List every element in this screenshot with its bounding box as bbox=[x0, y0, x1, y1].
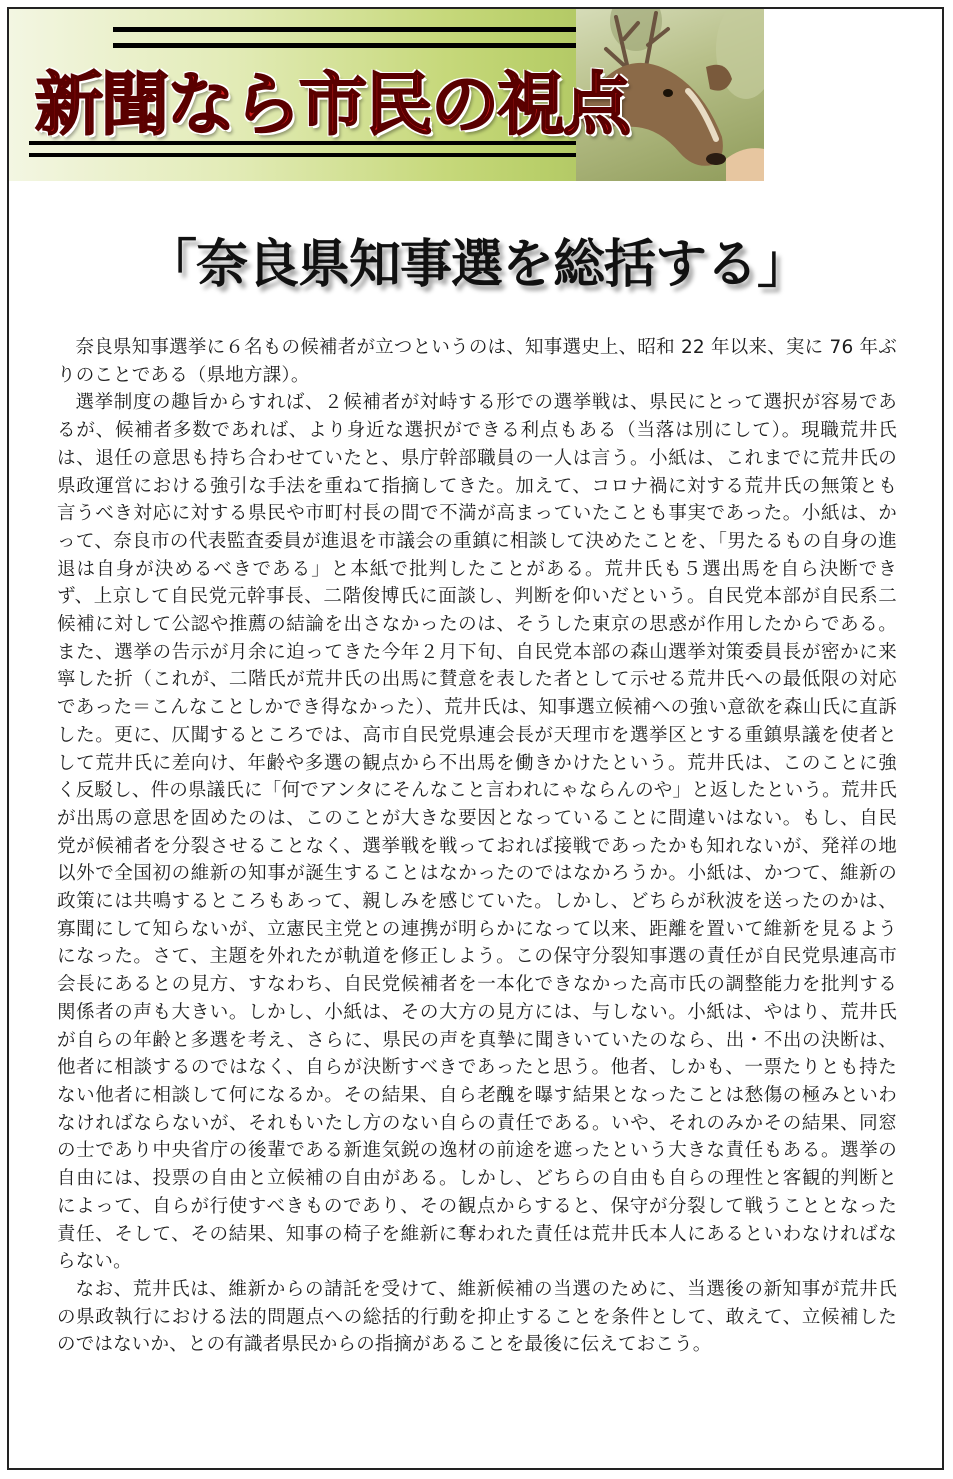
banner-title: 新聞なら市民の視点 bbox=[35, 66, 630, 145]
header-banner bbox=[9, 9, 764, 181]
paragraph-3: なお、荒井氏は、維新からの請託を受けて、維新候補の当選のために、当選後の新知事が荒井氏の県政執行における法的問題点への総括的行動を抑止することを条件として、敢えて、立候補したのではないか、との有識者県民からの指摘があることを最後に伝えておこう。 bbox=[57, 1278, 897, 1356]
paragraph-2: 選挙制度の趣旨からすれば、２候補者が対峙する形での選挙戦は、県民にとって選択が容易であるが、候補者多数であれば、より身近な選択ができる利点もある（当落は別にして）。現職荒井氏は、退任の意思も持ち合わせていたと、県庁幹部職員の一人は言う。小紙は、これまでに荒井氏の県政運営における強引な手法を重ねて指摘してきた。加えて、コロナ禍に対する荒井氏の無策とも言うべき対応に対する県民や市町村長の間で不満が高まっていたことも事実であった。小紙は、かって、奈良市の代表監査委員が進退を市議会の重鎮に相談して決めたことを、「男たるもの自身の進退は自身が決めるべきである」と本紙で批判したことがある。荒井氏も５選出馬を自ら決断できず、上京して自民党元幹事長、二階俊博氏に面談し、判断を仰いだという。自民党本部が自民系二候補に対して公認や推薦の結論を出さなかったのは、そうした東京の思惑が作用したからである。また、選挙の告示が月余に迫ってきた今年２月下旬、自民党本部の森山選挙対策委員長が密かに来寧した折（これが、二階氏が荒井氏の出馬に賛意を表した者として示せる荒井氏への最低限の対応であった＝こんなことしかでき得なかった）、荒井氏は、知事選立候補への強い意欲を森山氏に直訴した。更に、仄聞するところでは、高市自民党県連会長が天理市を選挙区とする重鎮県議を使者として荒井氏に差向け、年齢や多選の観点から不出馬を働きかけたという。荒井氏は、このことに強く反駁し、件の県議氏に「何でアンタにそんなこと言われにゃならんのや」と返したという。荒井氏が出馬の意思を固めたのは、このことが大きな要因となっていることに間違いはない。もし、自民党が候補者を分裂させることなく、選挙戦を戦っておれば接戦であったかも知れないが、発祥の地以外で全国初の維新の知事が誕生することはなかったのではなかろうか。小紙は、かつて、維新の政策には共鳴するところもあって、親しみを感じていた。しかし、どちらが秋波を送ったのかは、寡聞にして知らないが、立憲民主党との連携が明らかになって以来、距離を置いて維新を見るようになった。さて、主題を外れたが軌道を修正しよう。この保守分裂知事選の責任が自民党県連高市会長にあるとの見方、すなわち、自民党候補者を一本化できなかった高市氏の調整能力を批判する関係者の声も大きい。しかし、小紙は、その大方の見方には、与しない。小紙は、やはり、荒井氏が自らの年齢と多選を考え、さらに、県民の声を真摯に聞きいていたのなら、出・不出の決断は、他者に相談するのではなく、自らが決断すべきであったと思う。他者、しかも、一票たりとも持たない他者に相談して何になるか。その結果、自ら老醜を曝す結果となったことは愁傷の極みといわなければならないが、それもいたし方のない自らの責任である。いや、それのみかその結果、同窓の士であり中央省庁の後輩である新進気鋭の逸材の前途を遮ったという大きな責任もある。選挙の自由には、投票の自由と立候補の自由がある。しかし、どちらの自由も自らの理性と客観的判断とによって、自らが行使すべきものであり、その観点からすると、保守が分裂して戦うこととなった責任、そして、その結果、知事の椅子を維新に奪われた責任は荒井氏本人にあるといわなければならない。 bbox=[57, 392, 897, 1273]
article-body bbox=[57, 334, 897, 1359]
headline: 「奈良県知事選を総括する」 bbox=[144, 235, 808, 295]
paragraph-1: 奈良県知事選挙に６名もの候補者が立つというのは、知事選史上、昭和 22 年以来、実に 76 年ぶりのことである（県地方課）。 bbox=[57, 337, 897, 386]
